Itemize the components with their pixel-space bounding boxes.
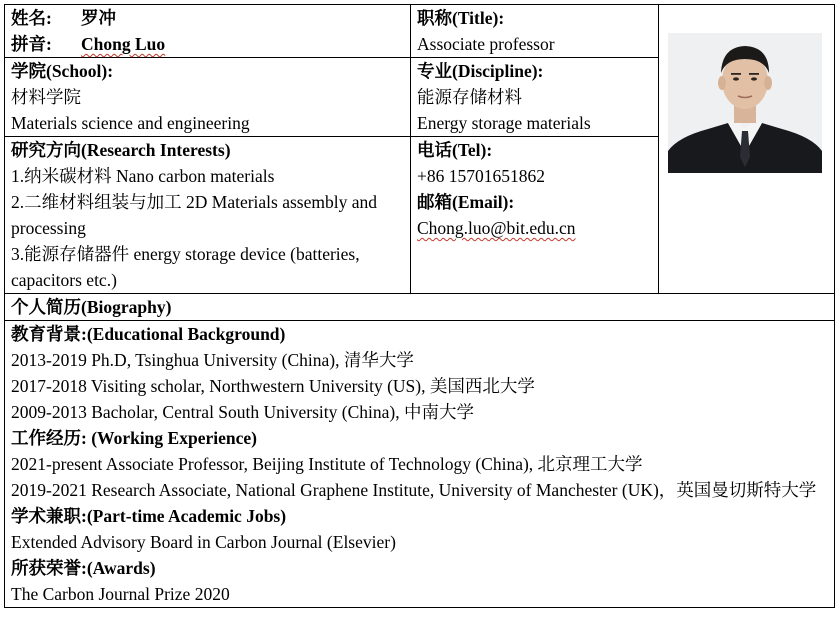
- research-item: 2.二维材料组装与加工 2D Materials assembly and processing: [11, 192, 377, 238]
- row-biography-heading: [5, 294, 835, 321]
- email-label: 邮箱(Email):: [417, 192, 515, 212]
- school-label: 学院(School):: [11, 61, 114, 81]
- research-item: 3.能源存储器件 energy storage device (batteries, capacitors etc.): [11, 244, 360, 290]
- school-cn: 材料学院: [11, 87, 81, 107]
- pinyin-value: Chong Luo: [81, 34, 166, 54]
- work-item: 2019-2021 Research Associate, National Graphene Institute, University of Manchester (UK)，英国曼切斯特大学: [11, 480, 817, 500]
- work-item: 2021-present Associate Professor, Beijing Institute of Technology (China), 北京理工大学: [11, 454, 643, 474]
- tel-label: 电话(Tel):: [417, 140, 493, 160]
- title-cell: [411, 5, 659, 58]
- profile-table: [4, 4, 835, 608]
- education-item: 2017-2018 Visiting scholar, Northwestern University (US), 美国西北大学: [11, 376, 535, 396]
- research-cell: [5, 137, 411, 294]
- discipline-cell: [411, 58, 659, 137]
- school-en: Materials science and engineering: [11, 113, 250, 133]
- email-link[interactable]: Chong.luo@bit.edu.cn: [417, 218, 576, 238]
- education-item: 2009-2013 Bacholar, Central South University (China), 中南大学: [11, 402, 474, 422]
- discipline-label: 专业(Discipline):: [417, 61, 544, 81]
- photo-cell: [659, 5, 835, 294]
- row-biography-body: [5, 321, 835, 608]
- discipline-cn: 能源存储材料: [417, 87, 522, 107]
- title-value: Associate professor: [417, 34, 555, 54]
- portrait-photo: [668, 33, 822, 173]
- title-label: 职称(Title):: [417, 8, 505, 28]
- row-name: [5, 5, 835, 58]
- education-item: 2013-2019 Ph.D, Tsinghua University (China), 清华大学: [11, 350, 414, 370]
- name-value: 罗冲: [81, 8, 116, 28]
- pinyin-label: 拼音:: [11, 34, 52, 54]
- discipline-en: Energy storage materials: [417, 113, 591, 133]
- portrait-icon: [668, 33, 822, 173]
- contact-cell: [411, 137, 659, 294]
- biography-heading-cell: [5, 294, 835, 321]
- biography-heading: 个人简历(Biography): [11, 297, 172, 317]
- work-label: 工作经历: (Working Experience): [11, 428, 257, 448]
- jobs-item: Extended Advisory Board in Carbon Journal (Elsevier): [11, 532, 396, 552]
- name-cell: [5, 5, 411, 58]
- biography-body-cell: [5, 321, 835, 608]
- school-cell: [5, 58, 411, 137]
- awards-label: 所获荣誉:(Awards): [11, 558, 156, 578]
- jobs-label: 学术兼职:(Part-time Academic Jobs): [11, 506, 287, 526]
- research-label: 研究方向(Research Interests): [11, 140, 231, 160]
- awards-item: The Carbon Journal Prize 2020: [11, 584, 230, 604]
- name-label: 姓名:: [11, 8, 52, 28]
- tel-value: +86 15701651862: [417, 166, 545, 186]
- education-label: 教育背景:(Educational Background): [11, 324, 286, 344]
- research-item: 1.纳米碳材料 Nano carbon materials: [11, 166, 275, 186]
